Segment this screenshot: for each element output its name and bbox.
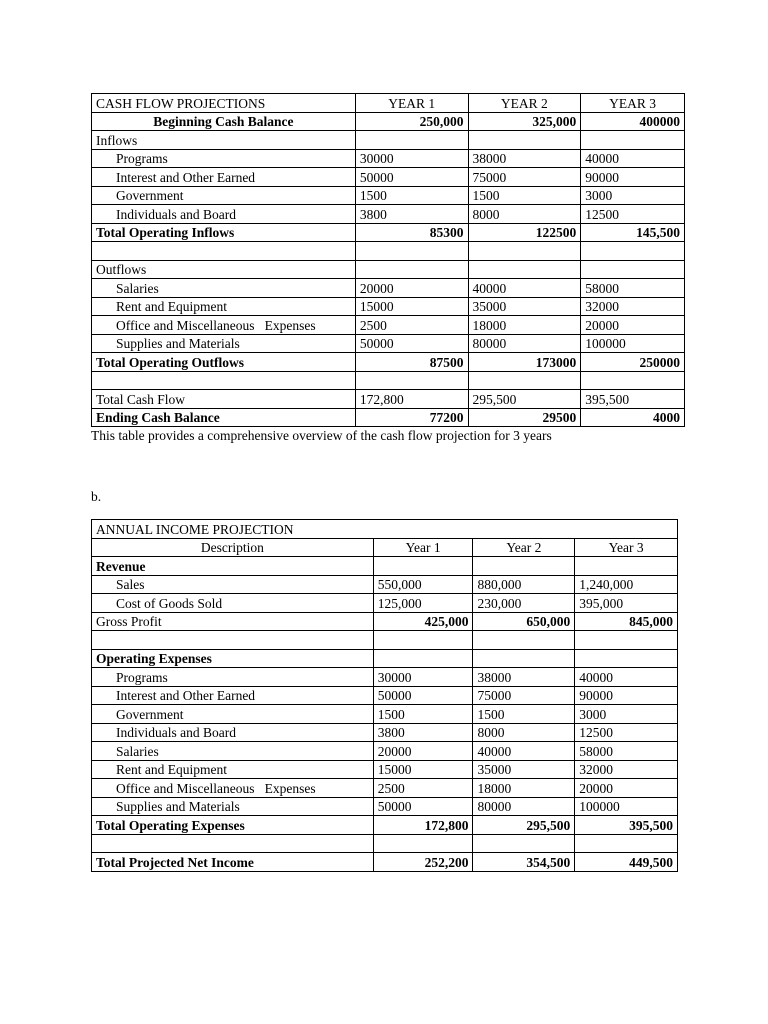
cell-value: 90000 bbox=[575, 686, 678, 705]
cell-value: 122500 bbox=[468, 223, 581, 242]
row-label: Government bbox=[92, 705, 374, 724]
cell-value: 20000 bbox=[355, 279, 468, 298]
cell-value: 3000 bbox=[581, 186, 685, 205]
row-label: Sales bbox=[92, 575, 374, 594]
spacer-row bbox=[92, 834, 678, 853]
cell-value: 449,500 bbox=[575, 853, 678, 872]
table-row bbox=[92, 668, 678, 687]
cell-value: 80000 bbox=[473, 797, 575, 816]
cell-value: 1,240,000 bbox=[575, 575, 678, 594]
table-row bbox=[92, 742, 678, 761]
row-label: Individuals and Board bbox=[92, 205, 356, 224]
income-projection-table bbox=[91, 519, 678, 872]
cell-value: 35000 bbox=[468, 297, 581, 316]
table-header-row bbox=[92, 94, 685, 113]
cell-value: 354,500 bbox=[473, 853, 575, 872]
section-header-row bbox=[92, 260, 685, 279]
cell-value: 75000 bbox=[473, 686, 575, 705]
cell-value: 100000 bbox=[581, 334, 685, 353]
cell-value: 295,500 bbox=[468, 390, 581, 409]
cash-flow-table bbox=[91, 93, 685, 427]
table-caption: This table provides a comprehensive overview of the cash flow projection for 3 years bbox=[91, 428, 552, 443]
cell-value: 1500 bbox=[468, 186, 581, 205]
cell-value: 395,500 bbox=[581, 390, 685, 409]
cell-value: 40000 bbox=[581, 149, 685, 168]
row-label: Government bbox=[92, 186, 356, 205]
row-label: Total Operating Inflows bbox=[92, 223, 356, 242]
cell-value: 77200 bbox=[355, 408, 468, 427]
cell-value: 3000 bbox=[575, 705, 678, 724]
cell-value: 18000 bbox=[468, 316, 581, 335]
row-label: Programs bbox=[92, 668, 374, 687]
table-row bbox=[92, 297, 685, 316]
table-row bbox=[92, 149, 685, 168]
row-label: Ending Cash Balance bbox=[92, 408, 356, 427]
spacer-row bbox=[92, 242, 685, 261]
table-row bbox=[92, 779, 678, 798]
cell-value: 58000 bbox=[581, 279, 685, 298]
beginning-balance-row bbox=[92, 112, 685, 131]
year-header: YEAR 1 bbox=[355, 94, 468, 113]
cell-value: 50000 bbox=[355, 168, 468, 187]
row-label: Total Operating Outflows bbox=[92, 353, 356, 372]
table-row bbox=[92, 334, 685, 353]
cell-value: 85300 bbox=[355, 223, 468, 242]
table-row bbox=[92, 686, 678, 705]
table-row bbox=[92, 168, 685, 187]
cell-value: 395,000 bbox=[575, 594, 678, 613]
cell-value: 2500 bbox=[373, 779, 473, 798]
cell-value: 250,000 bbox=[355, 112, 468, 131]
cell-value: 8000 bbox=[468, 205, 581, 224]
cell-value: 250000 bbox=[581, 353, 685, 372]
cell-value: 400000 bbox=[581, 112, 685, 131]
cell-value: 30000 bbox=[373, 668, 473, 687]
total-row bbox=[92, 408, 685, 427]
row-label: Supplies and Materials bbox=[92, 334, 356, 353]
cell-value: 8000 bbox=[473, 723, 575, 742]
total-row bbox=[92, 853, 678, 872]
cell-value: 32000 bbox=[581, 297, 685, 316]
row-label: Total Projected Net Income bbox=[92, 853, 374, 872]
row-label: Total Operating Expenses bbox=[92, 816, 374, 835]
section-label: Operating Expenses bbox=[92, 649, 374, 668]
cell-value: 80000 bbox=[468, 334, 581, 353]
description-header: Description bbox=[92, 538, 374, 557]
table-title: CASH FLOW PROJECTIONS bbox=[92, 94, 356, 113]
table-row bbox=[92, 760, 678, 779]
row-label: Rent and Equipment bbox=[92, 760, 374, 779]
cell-value: 230,000 bbox=[473, 594, 575, 613]
cell-value: 395,500 bbox=[575, 816, 678, 835]
cell-value: 3800 bbox=[355, 205, 468, 224]
row-label: Interest and Other Earned bbox=[92, 168, 356, 187]
year-header: Year 2 bbox=[473, 538, 575, 557]
cell-value: 29500 bbox=[468, 408, 581, 427]
total-row bbox=[92, 612, 678, 631]
year-header: Year 1 bbox=[373, 538, 473, 557]
section-label: Revenue bbox=[92, 557, 374, 576]
table-row bbox=[92, 705, 678, 724]
total-row bbox=[92, 816, 678, 835]
cell-value: 38000 bbox=[473, 668, 575, 687]
cell-value: 50000 bbox=[373, 686, 473, 705]
cell-value: 50000 bbox=[373, 797, 473, 816]
section-label: b. bbox=[91, 489, 102, 504]
cell-value: 172,800 bbox=[373, 816, 473, 835]
table-row bbox=[92, 594, 678, 613]
cell-value: 40000 bbox=[473, 742, 575, 761]
section-header-row bbox=[92, 557, 678, 576]
cell-value: 3800 bbox=[373, 723, 473, 742]
cell-value: 325,000 bbox=[468, 112, 581, 131]
table-title-row bbox=[92, 520, 678, 539]
row-label: Office and Miscellaneous Expenses bbox=[92, 779, 374, 798]
cell-value: 650,000 bbox=[473, 612, 575, 631]
cell-value: 172,800 bbox=[355, 390, 468, 409]
cell-value: 1500 bbox=[473, 705, 575, 724]
row-label: Beginning Cash Balance bbox=[92, 112, 356, 131]
cell-value: 1500 bbox=[373, 705, 473, 724]
cell-value: 295,500 bbox=[473, 816, 575, 835]
cell-value: 100000 bbox=[575, 797, 678, 816]
cell-value: 75000 bbox=[468, 168, 581, 187]
cell-value: 87500 bbox=[355, 353, 468, 372]
cell-value: 15000 bbox=[355, 297, 468, 316]
cell-value: 252,200 bbox=[373, 853, 473, 872]
row-label: Total Cash Flow bbox=[92, 390, 356, 409]
row-label: Gross Profit bbox=[92, 612, 374, 631]
total-row bbox=[92, 353, 685, 372]
row-label: Supplies and Materials bbox=[92, 797, 374, 816]
cell-value: 90000 bbox=[581, 168, 685, 187]
cell-value: 12500 bbox=[575, 723, 678, 742]
row-label: Individuals and Board bbox=[92, 723, 374, 742]
cell-value: 550,000 bbox=[373, 575, 473, 594]
cell-value: 880,000 bbox=[473, 575, 575, 594]
row-label: Rent and Equipment bbox=[92, 297, 356, 316]
spacer-row bbox=[92, 371, 685, 390]
cell-value: 20000 bbox=[575, 779, 678, 798]
cell-value: 125,000 bbox=[373, 594, 473, 613]
cell-value: 40000 bbox=[575, 668, 678, 687]
cell-value: 145,500 bbox=[581, 223, 685, 242]
cell-value: 30000 bbox=[355, 149, 468, 168]
row-label: Interest and Other Earned bbox=[92, 686, 374, 705]
cell-value: 2500 bbox=[355, 316, 468, 335]
year-header: YEAR 3 bbox=[581, 94, 685, 113]
table-row bbox=[92, 316, 685, 335]
table-row bbox=[92, 575, 678, 594]
table-row bbox=[92, 205, 685, 224]
cell-value: 38000 bbox=[468, 149, 581, 168]
cell-value: 425,000 bbox=[373, 612, 473, 631]
year-header: Year 3 bbox=[575, 538, 678, 557]
row-label: Programs bbox=[92, 149, 356, 168]
cell-value: 20000 bbox=[581, 316, 685, 335]
year-header: YEAR 2 bbox=[468, 94, 581, 113]
section-header-row bbox=[92, 649, 678, 668]
cell-value: 18000 bbox=[473, 779, 575, 798]
table-row bbox=[92, 390, 685, 409]
table-header-row bbox=[92, 538, 678, 557]
table-row bbox=[92, 723, 678, 742]
cell-value: 35000 bbox=[473, 760, 575, 779]
table-title: ANNUAL INCOME PROJECTION bbox=[92, 520, 678, 539]
section-label: Outflows bbox=[92, 260, 356, 279]
cell-value: 40000 bbox=[468, 279, 581, 298]
row-label: Office and Miscellaneous Expenses bbox=[92, 316, 356, 335]
table-row bbox=[92, 186, 685, 205]
cell-value: 15000 bbox=[373, 760, 473, 779]
cell-value: 12500 bbox=[581, 205, 685, 224]
row-label: Salaries bbox=[92, 279, 356, 298]
total-row bbox=[92, 223, 685, 242]
row-label: Salaries bbox=[92, 742, 374, 761]
spacer-row bbox=[92, 631, 678, 650]
cell-value: 32000 bbox=[575, 760, 678, 779]
table-row bbox=[92, 279, 685, 298]
table-row bbox=[92, 797, 678, 816]
cell-value: 20000 bbox=[373, 742, 473, 761]
cell-value: 1500 bbox=[355, 186, 468, 205]
cell-value: 50000 bbox=[355, 334, 468, 353]
cell-value: 58000 bbox=[575, 742, 678, 761]
cell-value: 4000 bbox=[581, 408, 685, 427]
section-label: Inflows bbox=[92, 131, 356, 150]
row-label: Cost of Goods Sold bbox=[92, 594, 374, 613]
cell-value: 173000 bbox=[468, 353, 581, 372]
section-header-row bbox=[92, 131, 685, 150]
cell-value: 845,000 bbox=[575, 612, 678, 631]
